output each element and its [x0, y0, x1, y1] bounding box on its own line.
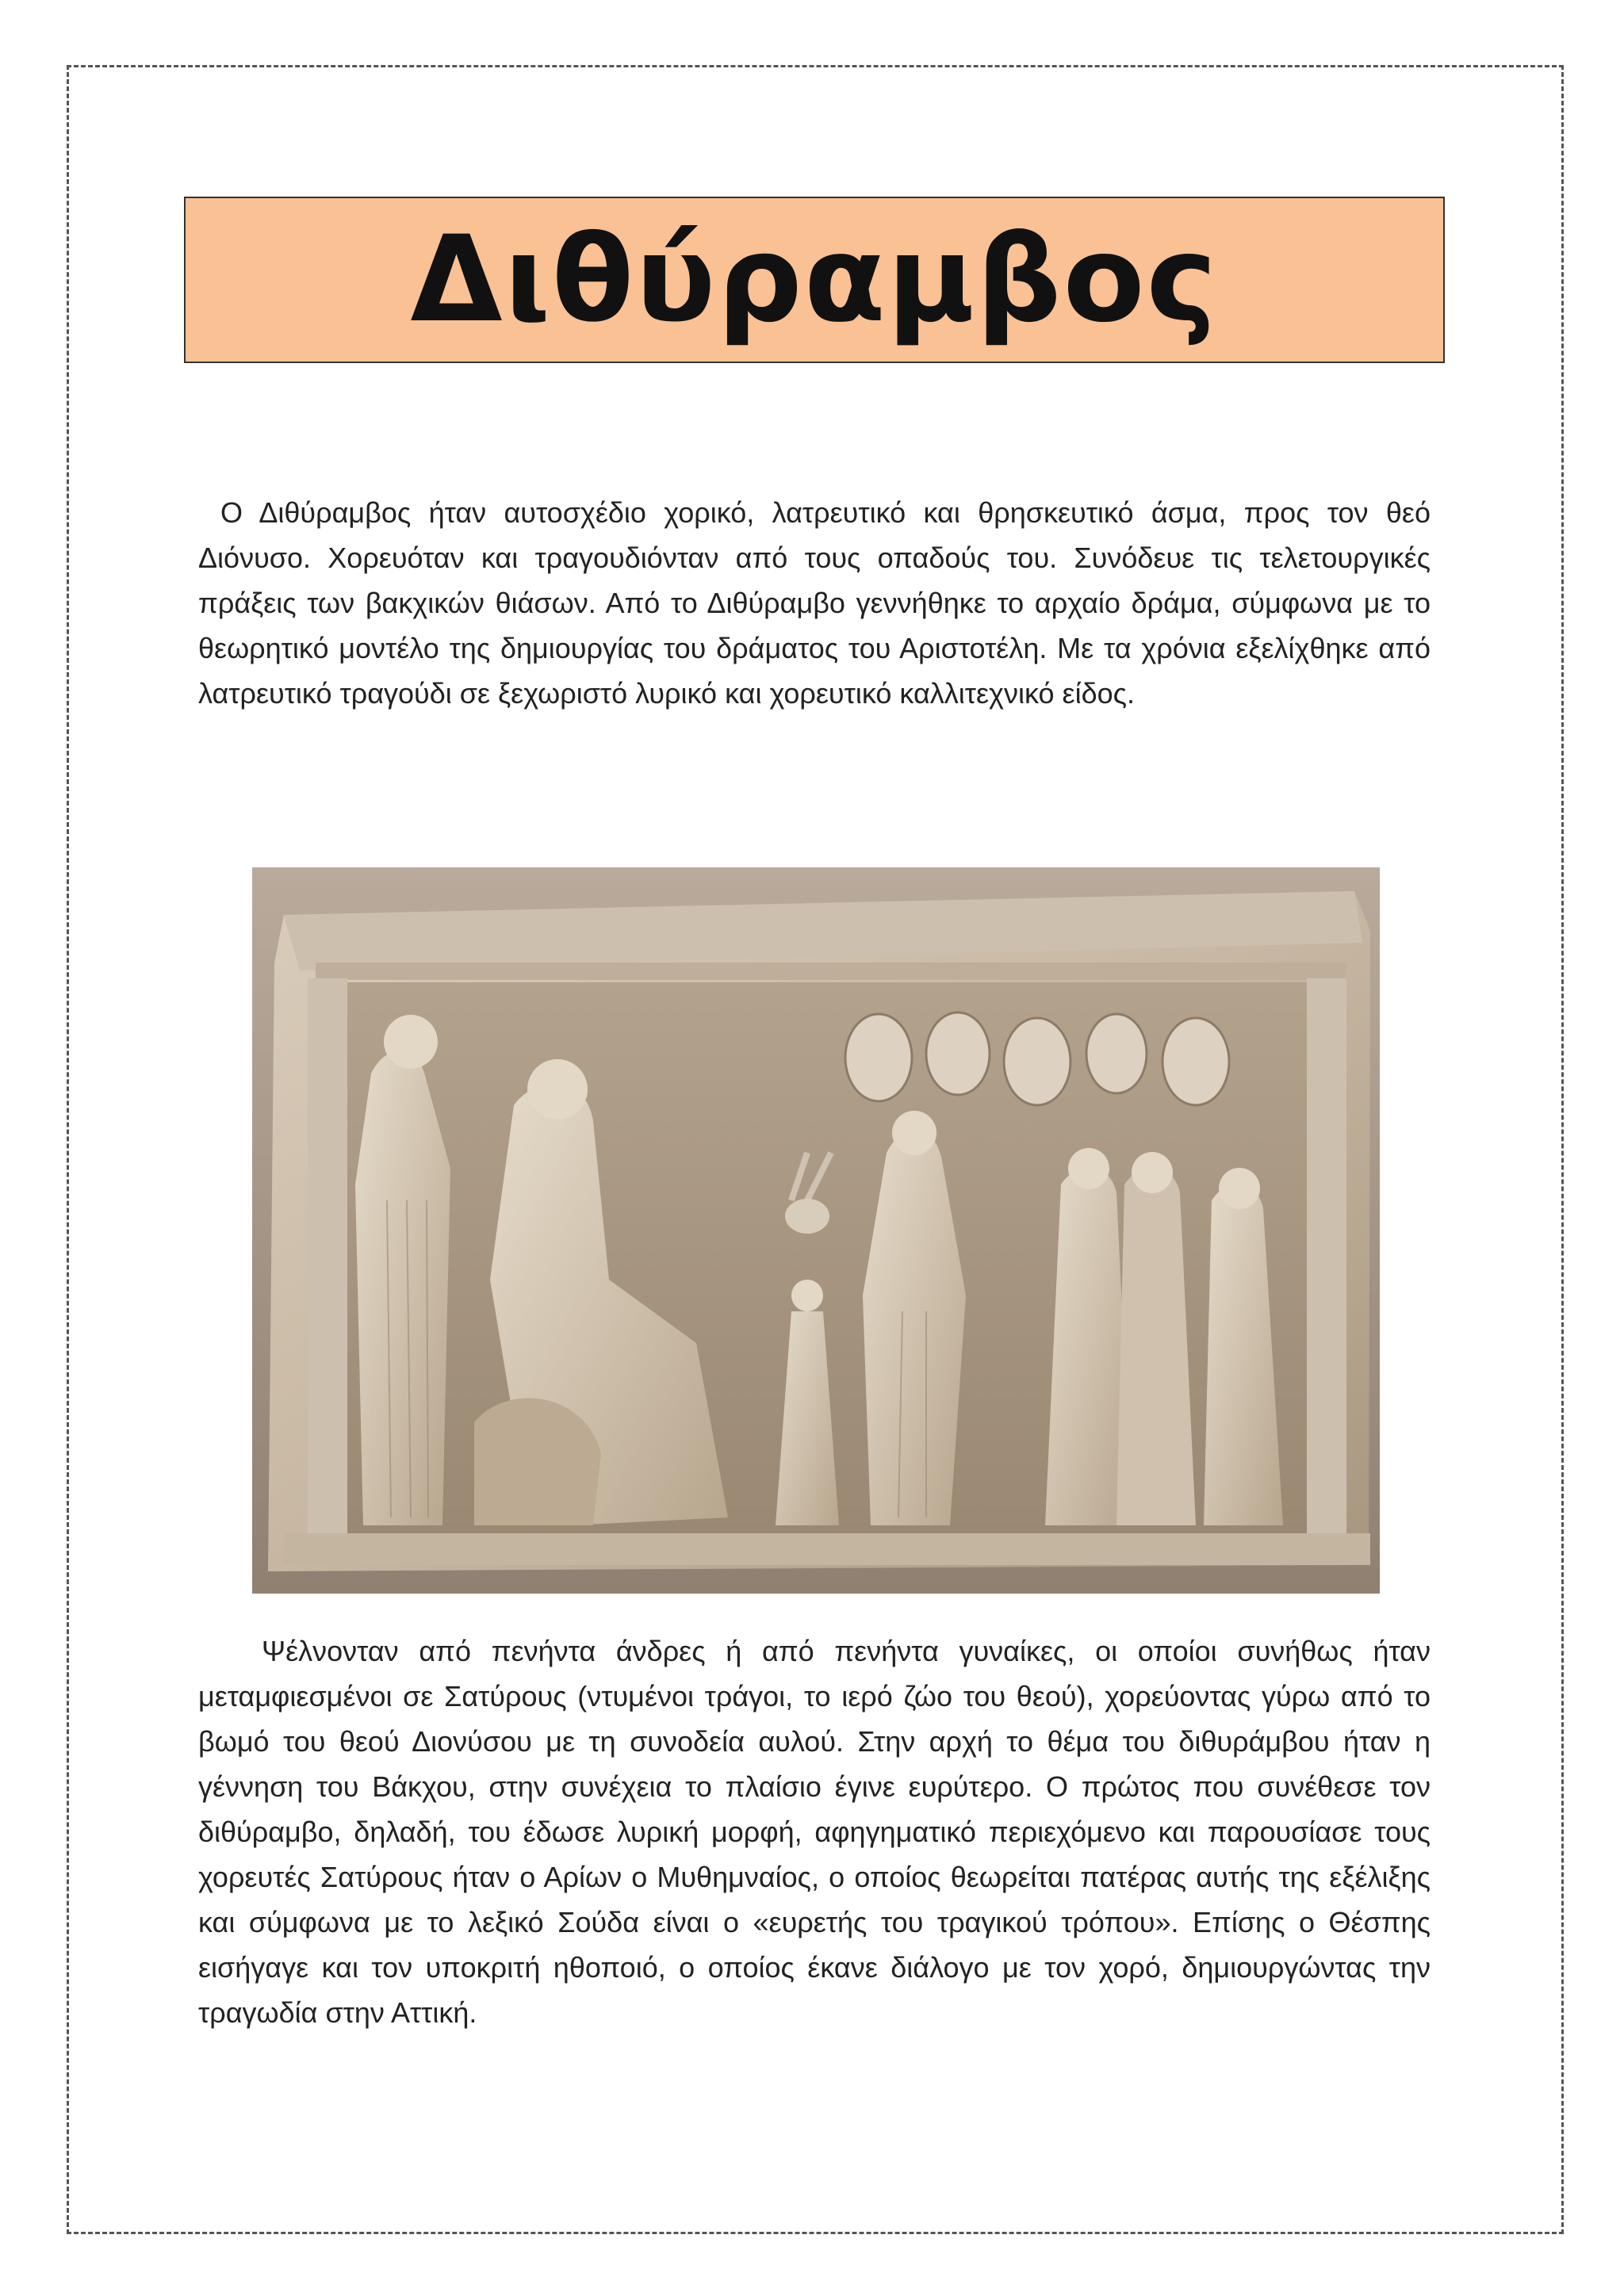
main-paragraph: Ψέλνονταν από πενήντα άνδρες ή από πενήντα γυναίκες, οι οποίοι συνήθως ήταν μεταμφιεσμένοι σε Σατύρους (ντυμένοι τράγοι, το ιερό ζώο του θεού), χορεύοντας γύρω από το βωμό του θεού Διονύσου με τη συνοδεία αυλού. Στην αρχή το θέμα του διθυράμβου ήταν η γέννηση του Βάκχου, στην συνέχεια το πλαίσιο έγινε ευρύτερο. Ο πρώτος που συνέθεσε τον διθύραμβο, δηλαδή, του έδωσε λυρική μορφή, αφηγηματικό περιεχόμενο και παρουσίασε τους χορευτές Σατύρους ήταν ο Αρίων ο Μυθημναίος, ο οποίος θεωρείται πατέρας αυτής της εξέλιξης και σύμφωνα με το λεξικό Σούδα είναι ο «ευρετής του τραγικού τρόπου». Επίσης ο Θέσπης εισήγαγε και τον υποκριτή ηθοποιό, ο οποίος έκανε διάλογο με τον χορό, δημιουργώντας την τραγωδία στην Αττική. — [198, 1635, 1431, 2029]
marble-relief-image — [252, 867, 1380, 1594]
intro-paragraph: Ο Διθύραμβος ήταν αυτοσχέδιο χορικό, λατρευτικό και θρησκευτικό άσμα, προς τον θεό Διόνυσο. Χορευόταν και τραγουδιόνταν από τους οπαδούς του. Συνόδευε τις τελετουργικές πράξεις των βακχικών θιάσων. Από το Διθύραμβο γεννήθηκε το αρχαίο δράμα, σύμφωνα με το θεωρητικό μοντέλο της δημιουργίας του δράματος του Αριστοτέλη. Με τα χρόνια εξελίχθηκε από λατρευτικό τραγούδι σε ξεχωριστό λυρικό και χορευτικό καλλιτεχνικό είδος. — [198, 496, 1431, 710]
page-title: Διθύραμβος — [410, 211, 1219, 349]
title-box — [184, 197, 1445, 363]
